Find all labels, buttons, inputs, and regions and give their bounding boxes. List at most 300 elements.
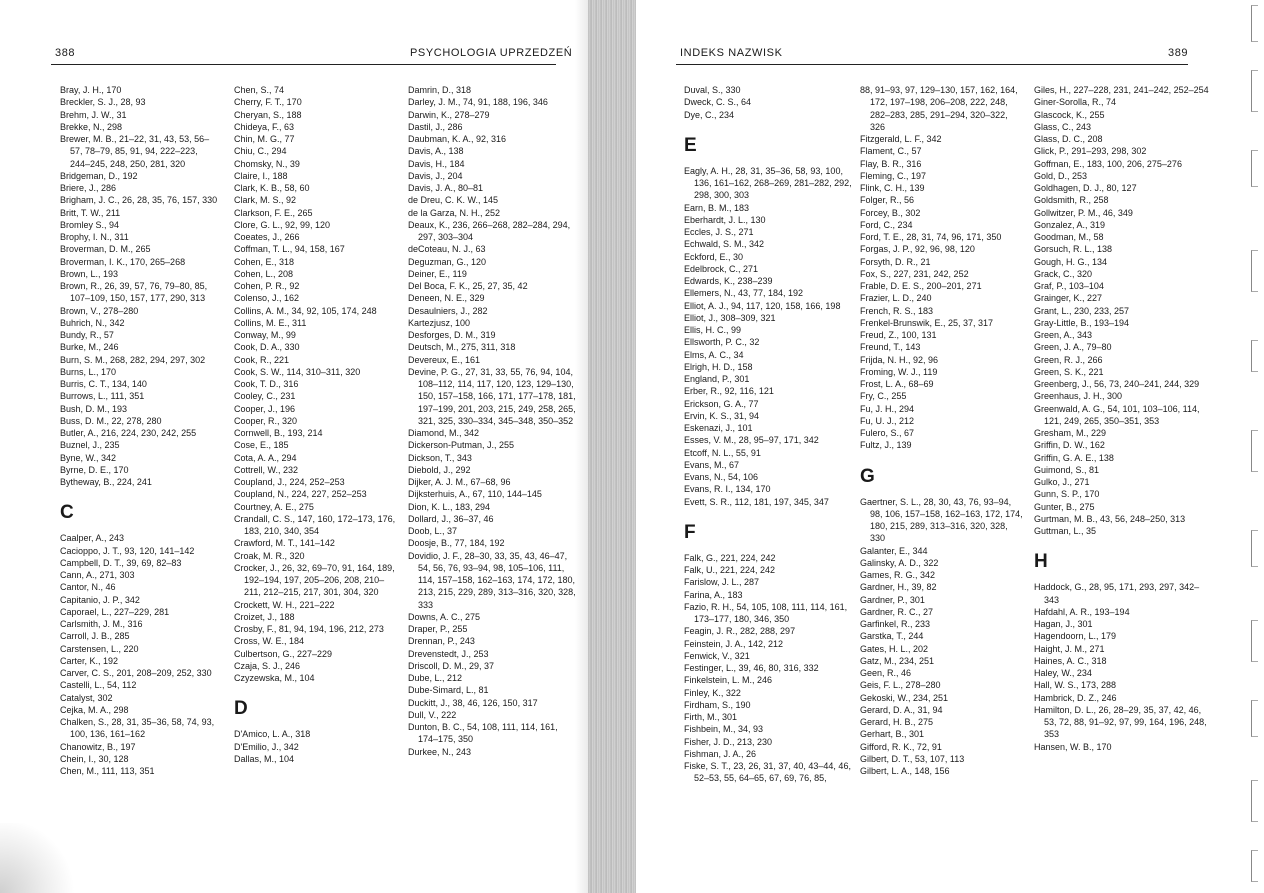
index-entry: Glass, D. C., 208 [1034,134,1103,144]
index-entry: Folger, R., 56 [860,195,915,206]
index-entry: Carstensen, L., 220 [60,643,139,654]
index-entry: Chomsky, N., 39 [234,158,300,169]
index-entry: Freund, T., 143 [860,342,921,353]
index-entry: Davis, J., 204 [408,170,463,181]
index-entry: Haight, J. M., 271 [1034,643,1105,654]
index-entry: Cejka, M. A., 298 [60,704,129,715]
index-entry: Fiske, S. T., 23, 26, 31, 37, 40, 43–44, 46, 52–53, 55, 64–65, 67, 69, 76, 85, [684,761,851,784]
index-entry: Courtney, A. E., 275 [234,501,314,512]
index-entry: Gardner, R. C., 27 [860,606,934,617]
index-letter-heading: C [60,502,74,524]
index-entry: Davis, J. A., 80–81 [408,183,484,193]
index-entry: Gold, D., 253 [1034,170,1088,181]
index-entry: Gardner, H., 39, 82 [860,582,937,593]
index-entry: Deutsch, M., 275, 311, 318 [408,342,516,353]
index-entry: Diebold, J., 292 [408,464,471,475]
index-entry: Greenwald, A. G., 54, 101, 103–106, 114, 121, 249, 265, 350–351, 353 [1034,403,1200,426]
index-entry: Culbertson, G., 227–229 [234,648,333,659]
index-entry: Claire, I., 188 [234,170,288,181]
index-entry: Fishbein, M., 34, 93 [684,724,764,735]
index-entry: de Dreu, C. K. W., 145 [408,195,499,206]
index-entry: Conway, M., 99 [234,330,296,340]
index-entry: Hagan, J., 301 [1034,619,1093,629]
index-entry: Brewer, M. B., 21–22, 31, 43, 53, 56–57, 78–79, 85, 91, 94, 222–223, 244–245, 248, 250, 281, 320 [60,134,210,169]
index-entry: Geen, R., 46 [860,668,912,678]
index-entry: Daubman, K. A., 92, 316 [408,134,507,144]
index-column [860,84,1024,777]
index-entry: Deaux, K., 236, 266–268, 282–284, 294, 297, 303–304 [408,219,571,242]
index-entry: Falk, G., 221, 224, 242 [684,552,776,563]
index-entry: Crockett, W. H., 221–222 [234,599,335,610]
index-entry: Finley, K., 322 [684,687,741,698]
index-entry: Campbell, D. T., 39, 69, 82–83 [60,557,182,568]
index-entry: Brown, V., 278–280 [60,305,139,316]
index-entry: Caporael, L., 227–229, 281 [60,606,170,617]
index-entry: Croak, M. R., 320 [234,550,305,561]
index-entry: Briere, J., 286 [60,183,117,193]
index-entry: Dube-Simard, L., 81 [408,685,489,696]
index-entry: Dweck, C. S., 64 [684,97,752,108]
index-entry: Erber, R., 92, 116, 121 [684,386,774,397]
index-entry: Cooper, R., 320 [234,415,298,426]
index-entry: Butler, A., 216, 224, 230, 242, 255 [60,428,197,438]
index-entry: Czyzewska, M., 104 [234,673,315,683]
index-entry: Broverman, I. K., 170, 265–268 [60,256,186,267]
index-entry: Goldhagen, D. J., 80, 127 [1034,183,1137,193]
index-entry: England, P., 301 [684,374,750,384]
index-entry: Buznel, J., 235 [60,440,120,451]
index-letter-heading: E [684,134,697,156]
index-entry: Games, R. G., 342 [860,570,936,580]
index-entry: Chideya, F., 63 [234,121,295,132]
index-entry: Hall, W. S., 173, 288 [1034,680,1117,691]
index-entry: Dastil, J., 286 [408,121,463,132]
index-entry: Ellis, H. C., 99 [684,325,742,335]
index-entry: Earn, B. M., 183 [684,202,750,213]
index-entry: Collins, A. M., 34, 92, 105, 174, 248 [234,305,377,316]
index-entry: Goffman, E., 183, 100, 206, 275–276 [1034,158,1182,169]
index-entry: Cook, R., 221 [234,354,290,365]
index-entry: Eskenazi, J., 101 [684,423,753,433]
index-entry: Giner-Sorolla, R., 74 [1034,97,1117,108]
index-entry: Chein, I., 30, 128 [60,753,129,764]
index-entry: Crawford, M. T., 141–142 [234,538,335,549]
index-entry: Darwin, K., 278–279 [408,109,490,120]
index-entry: Goodman, M., 58 [1034,232,1104,242]
index-entry: Dull, V., 222 [408,709,457,720]
index-entry: Chanowitz, B., 197 [60,741,136,752]
index-entry: deCoteau, N. J., 63 [408,244,486,255]
index-entry: Byne, W., 342 [60,452,117,463]
left-page [0,0,600,893]
index-entry: Del Boca, F. K., 25, 27, 35, 42 [408,281,528,291]
index-entry: Breckler, S. J., 28, 93 [60,97,146,108]
index-entry: Dickerson-Putman, J., 255 [408,440,515,451]
index-entry: Galanter, E., 344 [860,545,928,556]
index-entry: Grant, L., 230, 233, 257 [1034,305,1130,316]
index-column [684,84,856,785]
index-entry: de la Garza, N. H., 252 [408,207,501,218]
page-number-right: 389 [1168,47,1189,59]
index-entry: Fazio, R. H., 54, 105, 108, 111, 114, 161, 173–177, 180, 346, 350 [684,601,848,624]
index-entry: Flink, C. H., 139 [860,183,925,193]
index-entry: Doosje, B., 77, 184, 192 [408,538,505,549]
index-entry: Driscoll, D. M., 29, 37 [408,660,495,671]
index-entry: Bush, D. M., 193 [60,403,128,414]
index-entry: Brown, L., 193 [60,268,119,279]
index-entry: Britt, T. W., 211 [60,207,121,218]
index-entry: Glass, C., 243 [1034,121,1092,132]
index-entry: Chin, M. G., 77 [234,134,295,144]
index-entry: Guttman, L., 35 [1034,526,1097,536]
index-entry: Devine, P. G., 27, 31, 33, 55, 76, 94, 104, 108–112, 114, 117, 120, 123, 129–130, 150, 157–158, 166, 171, 177–178, 181, 197–199, 201, 203, 215, 249, 258, 265, 321, 325, 330–334, 345–348, 350–352 [408,366,576,426]
index-entry: Evans, N., 54, 106 [684,472,759,482]
index-entry: Gunter, B., 275 [1034,501,1095,512]
index-entry: Chiu, C., 294 [234,146,287,157]
index-entry: Davis, A., 138 [408,146,464,157]
index-entry: Draper, P., 255 [408,624,468,634]
index-entry: Finkelstein, L. M., 246 [684,675,773,686]
index-entry: Duckitt, J., 38, 46, 126, 150, 317 [408,697,538,708]
index-entry: Erickson, G. A., 77 [684,398,759,409]
index-entry: Gaertner, S. L., 28, 30, 43, 76, 93–94, 98, 106, 157–158, 162–163, 172, 174, 180, 215, 289, 313–316, 320, 328, 330 [860,496,1023,544]
index-entry: Burrows, L., 111, 351 [60,391,145,402]
index-entry: Flament, C., 57 [860,146,922,157]
index-entry: Cook, S. W., 114, 310–311, 320 [234,366,361,377]
index-entry: Carroll, J. B., 285 [60,631,130,642]
index-entry: Cantor, N., 46 [60,582,116,593]
index-entry: Gilbert, D. T., 53, 107, 113 [860,753,965,764]
index-entry: Coupland, N., 224, 227, 252–253 [234,489,367,500]
index-entry: Giles, H., 227–228, 231, 241–242, 252–254 [1034,85,1209,95]
index-entry: Dye, C., 234 [684,109,735,120]
header-rule-left [51,64,556,65]
index-entry: Buss, D. M., 22, 278, 280 [60,415,162,426]
index-entry: Firth, M., 301 [684,712,738,722]
index-entry: Carter, K., 192 [60,655,119,666]
index-entry: Collins, M. E., 311 [234,317,307,328]
index-entry: Capitanio, J. P., 342 [60,594,140,605]
index-entry: Gerard, H. B., 275 [860,717,934,727]
index-entry: Evans, M., 67 [684,459,740,470]
index-entry: Burke, M., 246 [60,342,119,353]
index-entry: Cherry, F. T., 170 [234,97,302,108]
index-entry: Gilbert, L. A., 148, 156 [860,766,950,776]
index-entry: Farislow, J. L., 287 [684,577,760,588]
index-entry: Colenso, J., 162 [234,293,300,304]
index-entry: Darley, J. M., 74, 91, 188, 196, 346 [408,97,548,108]
index-entry: Desaulniers, J., 282 [408,305,488,316]
index-entry: Feagin, J. R., 282, 288, 297 [684,626,796,637]
index-entry: French, R. S., 183 [860,305,934,316]
index-entry: Broverman, D. M., 265 [60,244,151,255]
index-entry: Gonzalez, A., 319 [1034,219,1106,230]
index-entry: Fu, U. J., 212 [860,415,915,426]
index-entry: Griffin, G. A. E., 138 [1034,452,1114,463]
index-entry: Hagendoorn, L., 179 [1034,631,1117,642]
index-entry: Chalken, S., 28, 31, 35–36, 58, 74, 93, 100, 136, 161–162 [60,717,215,740]
index-entry: Clark, M. S., 92 [234,195,297,206]
index-entry: Echwald, S. M., 342 [684,239,765,250]
index-entry: Caalper, A., 243 [60,533,125,544]
index-entry: Clarkson, F. E., 265 [234,207,313,218]
index-entry: Glascock, K., 255 [1034,109,1105,120]
index-entry: Crosby, F., 81, 94, 194, 196, 212, 273 [234,624,384,634]
index-entry: Bytheway, B., 224, 241 [60,477,152,487]
index-entry: Gerard, D. A., 31, 94 [860,704,943,715]
index-entry: Desforges, D. M., 319 [408,330,496,340]
index-entry: Green, J. A., 79–80 [1034,342,1112,353]
index-entry: Ellemers, N., 43, 77, 184, 192 [684,288,804,299]
index-entry: Galinsky, A. D., 322 [860,557,939,568]
index-entry: Cohen, E., 318 [234,256,295,267]
index-entry: Davis, H., 184 [408,158,465,169]
index-entry: Fultz, J., 139 [860,440,912,451]
index-entry: Cota, A. A., 294 [234,452,297,463]
index-entry: Doob, L., 37 [408,526,458,536]
index-entry: Green, R. J., 266 [1034,354,1103,365]
index-entry: Cheryan, S., 188 [234,109,302,120]
index-entry: Ellsworth, P. C., 32 [684,337,760,348]
index-entry: Damrin, D., 318 [408,85,472,95]
index-letter-heading: G [860,465,875,487]
index-entry: Brophy, I. N., 311 [60,232,129,242]
index-entry: Griffin, D. W., 162 [1034,440,1105,451]
index-entry: Frazier, L. D., 240 [860,293,932,304]
index-entry: Haley, W., 234 [1034,668,1092,678]
index-entry: Gollwitzer, P. M., 46, 349 [1034,207,1133,218]
index-entry: Elliot, J., 308–309, 321 [684,312,776,323]
index-entry: Glick, P., 291–293, 298, 302 [1034,146,1147,157]
index-entry: Cooper, J., 196 [234,403,296,414]
index-entry: Castelli, L., 54, 112 [60,680,137,691]
index-entry: Carver, C. S., 201, 208–209, 252, 330 [60,668,212,678]
index-entry: Hamilton, D. L., 26, 28–29, 35, 37, 42, 46, 53, 72, 88, 91–92, 97, 99, 164, 196, 248, 353 [1034,704,1207,740]
index-entry: Cook, D. A., 330 [234,342,300,353]
index-entry: Coupland, J., 224, 252–253 [234,477,345,487]
index-entry: Fleming, C., 197 [860,170,927,181]
index-column [234,84,396,765]
index-entry: Cann, A., 271, 303 [60,570,135,580]
index-entry: Diamond, M., 342 [408,428,480,438]
index-entry: Drennan, P., 243 [408,636,475,647]
index-entry: Hansen, W. B., 170 [1034,741,1112,752]
index-column [408,84,578,758]
index-entry: Dovidio, J. F., 28–30, 33, 35, 43, 46–47, 54, 56, 76, 93–94, 98, 105–106, 111, 114, 157–158, 162–163, 174, 172, 180, 213, 215, 229, 289, 313–316, 320, 328, 333 [408,550,576,610]
index-entry: Garstka, T., 244 [860,631,924,642]
index-entry: Dube, L., 212 [408,673,463,683]
index-entry: Elrigh, H. D., 158 [684,361,753,372]
index-entry: Gray-Little, B., 193–194 [1034,317,1130,328]
index-entry: Burn, S. M., 268, 282, 294, 297, 302 [60,354,206,365]
index-entry: Elms, A. C., 34 [684,349,744,360]
index-entry: Frost, L. A., 68–69 [860,379,934,389]
index-entry: D'Amico, L. A., 318 [234,729,311,740]
index-entry: Cottrell, W., 232 [234,464,299,475]
index-entry: Cohen, L., 208 [234,268,294,279]
index-entry: Cook, T. D., 316 [234,379,299,389]
index-entry: Ervin, K. S., 31, 94 [684,410,760,421]
index-entry: Edelbrock, C., 271 [684,263,759,274]
index-entry: Duval, S., 330 [684,85,741,95]
index-entry: Edwards, K., 238–239 [684,276,773,286]
index-entry: Gresham, M., 229 [1034,428,1107,438]
index-entry: Grainger, K., 227 [1034,293,1103,304]
index-entry: Bundy, R., 57 [60,330,114,340]
index-entry: Cooley, C., 231 [234,391,296,402]
index-entry: Forgas, J. P., 92, 96, 98, 120 [860,244,975,255]
index-entry: Coeates, J., 266 [234,232,300,242]
index-entry: Dunton, B. C., 54, 108, 111, 114, 161, 174–175, 350 [408,722,558,745]
index-entry: Fox, S., 227, 231, 242, 252 [860,268,969,279]
index-entry: Dijksterhuis, A., 67, 110, 144–145 [408,489,542,500]
index-entry: Carlsmith, J. M., 316 [60,619,143,629]
index-entry: Clark, K. B., 58, 60 [234,183,310,193]
index-entry: Fry, C., 255 [860,391,907,402]
index-entry: Forcey, B., 302 [860,207,921,218]
index-entry: Brekke, N., 298 [60,121,123,132]
index-entry: Hambrick, D. Z., 246 [1034,692,1117,703]
index-entry: D'Emilio, J., 342 [234,741,299,752]
index-entry: Drevenstedt, J., 253 [408,648,489,659]
index-entry: Festinger, L., 39, 46, 80, 316, 332 [684,663,819,673]
index-entry: Gifford, R. K., 72, 91 [860,741,942,752]
index-entry: Green, A., 343 [1034,330,1093,340]
index-entry: Eberhardt, J. L., 130 [684,214,766,225]
index-entry: Czaja, S. J., 246 [234,660,301,671]
index-entry: Hafdahl, A. R., 193–194 [1034,606,1130,617]
index-entry: Cross, W. E., 184 [234,636,305,647]
index-column [60,84,220,777]
index-entry: Fulero, S., 67 [860,428,915,438]
index-letter-heading: H [1034,551,1048,573]
index-entry: Gekoski, W., 234, 251 [860,692,949,703]
index-entry: Burns, L., 170 [60,366,117,377]
index-entry: Gorsuch, R. L., 138 [1034,244,1113,255]
index-entry: Eckford, E., 30 [684,251,744,262]
index-letter-heading: D [234,698,248,720]
index-entry: Chen, M., 111, 113, 351 [60,766,155,776]
index-entry: Greenhaus, J. H., 300 [1034,391,1123,402]
index-entry: Gulko, J., 271 [1034,477,1090,487]
index-entry: Garfinkel, R., 233 [860,619,931,629]
index-entry: Cohen, P. R., 92 [234,281,300,291]
index-entry: Clore, G. L., 92, 99, 120 [234,219,331,230]
index-entry: Gatz, M., 234, 251 [860,655,935,666]
page-edge [1242,0,1264,893]
index-entry: Fisher, J. D., 213, 230 [684,736,773,747]
index-entry: Haines, A. C., 318 [1034,655,1107,666]
index-column [1034,84,1212,753]
index-entry: Grack, C., 320 [1034,268,1093,279]
index-entry: Deneen, N. E., 329 [408,293,485,304]
index-entry: Frable, D. E. S., 200–201, 271 [860,281,982,291]
index-entry: Coffman, T. L., 94, 158, 167 [234,244,345,255]
index-entry: Dallas, M., 104 [234,753,295,764]
index-entry: Gurtman, M. B., 43, 56, 248–250, 313 [1034,513,1186,524]
index-entry: Eagly, A. H., 28, 31, 35–36, 58, 93, 100, 136, 161–162, 268–269, 281–282, 292, 298, 300, 303 [684,165,852,201]
index-entry: Etcoff, N. L., 55, 91 [684,447,761,458]
index-entry: Greenberg, J., 56, 73, 240–241, 244, 329 [1034,379,1200,389]
index-entry: Falk, U., 221, 224, 242 [684,565,776,575]
index-entry: Ford, C., 234 [860,219,913,230]
running-title-left: PSYCHOLOGIA UPRZEDZEŃ [410,47,573,59]
index-entry: Byrne, D. E., 170 [60,464,129,475]
index-entry: Evans, R. I., 134, 170 [684,484,771,495]
index-entry: Flay, B. R., 316 [860,158,922,169]
index-entry: Gates, H. L., 202 [860,643,929,654]
index-entry: Chen, S., 74 [234,85,285,95]
index-entry: Kartezjusz, 100 [408,317,471,328]
index-entry: 88, 91–93, 97, 129–130, 157, 162, 164, 172, 197–198, 206–208, 222, 248, 282–283, 285, 291–294, 320–322, 326 [860,85,1018,132]
index-entry: Brigham, J. C., 26, 28, 35, 76, 157, 330 [60,195,218,206]
index-entry: Feinstein, J. A., 142, 212 [684,638,784,649]
index-entry: Frijda, N. H., 92, 96 [860,354,939,365]
index-entry: Bromley S., 94 [60,219,120,230]
index-entry: Devereux, E., 161 [408,354,481,365]
index-entry: Gardner, P., 301 [860,594,925,605]
index-entry: Gough, H. G., 134 [1034,256,1108,267]
index-entry: Haddock, G., 28, 95, 171, 293, 297, 342–343 [1034,582,1200,605]
index-entry: Deiner, E., 119 [408,268,467,279]
index-entry: Ford, T. E., 28, 31, 74, 96, 171, 350 [860,232,1002,242]
index-entry: Cose, E., 185 [234,440,289,451]
index-entry: Forsyth, D. R., 21 [860,256,931,267]
index-entry: Bray, J. H., 170 [60,85,122,95]
index-entry: Deguzman, G., 120 [408,256,487,267]
index-entry: Frenkel-Brunswik, E., 25, 37, 317 [860,317,994,328]
index-entry: Gerhart, B., 301 [860,729,925,740]
index-entry: Fishman, J. A., 26 [684,748,757,759]
index-entry: Brown, R., 26, 39, 57, 76, 79–80, 85, 107–109, 150, 157, 177, 290, 313 [60,281,208,304]
index-entry: Fu, J. H., 294 [860,403,915,414]
index-entry: Farina, A., 183 [684,589,743,600]
index-entry: Cacioppo, J. T., 93, 120, 141–142 [60,545,195,556]
index-entry: Guimond, S., 81 [1034,464,1100,475]
index-entry: Evett, S. R., 112, 181, 197, 345, 347 [684,496,829,507]
right-page [640,0,1264,893]
index-entry: Dion, K. L., 183, 294 [408,501,491,512]
index-entry: Dollard, J., 36–37, 46 [408,513,494,524]
index-entry: Croizet, J., 188 [234,611,295,622]
index-entry: Catalyst, 302 [60,692,113,703]
index-entry: Green, S. K., 221 [1034,366,1104,377]
index-entry: Goldsmith, R., 258 [1034,195,1109,206]
index-entry: Buhrich, N., 342 [60,317,125,328]
index-entry: Elliot, A. J., 94, 117, 120, 158, 166, 198 [684,300,841,311]
index-entry: Cornwell, B., 193, 214 [234,428,323,438]
index-entry: Gunn, S. P., 170 [1034,489,1100,500]
index-entry: Eccles, J. S., 271 [684,227,754,237]
index-entry: Geis, F. L., 278–280 [860,680,941,691]
index-entry: Froming, W. J., 119 [860,366,938,377]
index-entry: Dijker, A. J. M., 67–68, 96 [408,477,511,487]
index-entry: Firdham, S., 190 [684,699,751,710]
index-entry: Downs, A. C., 275 [408,611,481,622]
index-entry: Crocker, J., 26, 32, 69–70, 91, 164, 189, 192–194, 197, 205–206, 208, 210–211, 212–215, 217, 301, 304, 320 [234,562,395,598]
index-entry: Brehm, J. W., 31 [60,109,127,120]
header-rule-right [676,64,1188,65]
index-entry: Dickson, T., 343 [408,452,472,463]
index-entry: Burris, C. T., 134, 140 [60,379,147,389]
running-title-right: INDEKS NAZWISK [680,47,783,59]
index-entry: Esses, V. M., 28, 95–97, 171, 342 [684,435,819,446]
index-entry: Crandall, C. S., 147, 160, 172–173, 176, 183, 210, 340, 354 [234,513,396,536]
index-letter-heading: F [684,521,696,543]
index-entry: Freud, Z., 100, 131 [860,330,937,340]
index-entry: Fitzgerald, L. F., 342 [860,134,942,144]
index-entry: Graf, P., 103–104 [1034,281,1104,291]
